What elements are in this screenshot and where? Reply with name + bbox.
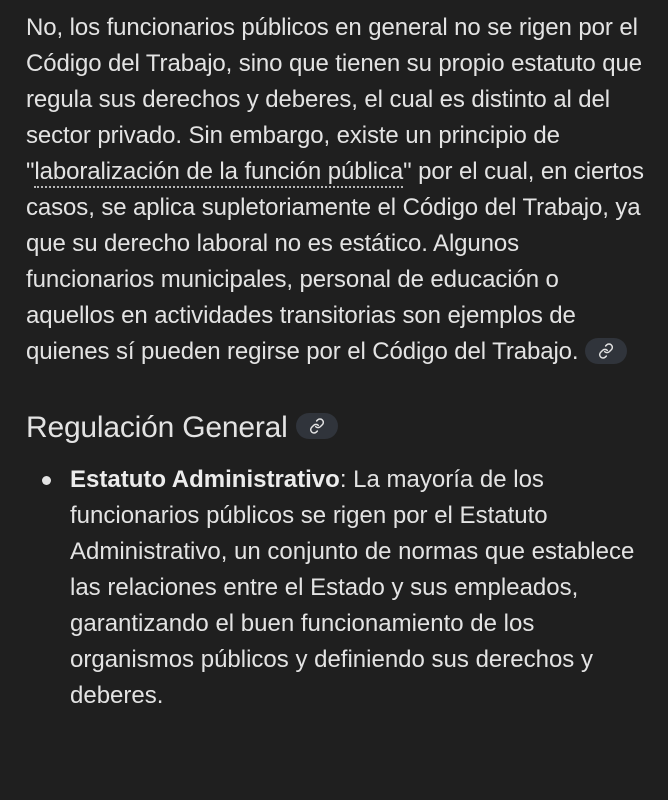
link-icon xyxy=(309,418,325,434)
paragraph-text-before: No, los funcionarios públicos en general no se rigen por el Código del Trabajo, sino que tienen su propio estatuto que regula sus derechos y deberes, el cual es distinto al del sector privado. Sin embargo, existe un principio de " xyxy=(26,14,642,185)
section-heading xyxy=(26,408,652,448)
bullet-list xyxy=(26,462,652,714)
paragraph-text-after: " por el cual, en ciertos casos, se aplica supletoriamente el Código del Trabajo, ya que su derecho laboral no es estático. Algunos funcionarios municipales, personal de educación o aquellos en actividades transitorias son ejemplos de quienes sí pueden regirse por el Código del Trabajo. xyxy=(26,158,644,365)
heading-source-link-button[interactable] xyxy=(296,413,338,439)
list-item xyxy=(26,462,652,714)
response-content xyxy=(26,10,652,714)
bullet-text: La mayoría de los funcionarios públicos se rigen por el Estatuto Administrativo, un conjunto de normas que establece las relaciones entre el Estado y sus empleados, garantizando el buen funcionamiento de los organismos públicos y definiendo sus derechos y deberes. xyxy=(70,466,635,709)
bullet-term: Estatuto Administrativo xyxy=(70,466,340,493)
intro-paragraph xyxy=(26,10,652,370)
highlighted-term[interactable]: laboralización de la función pública xyxy=(34,158,403,188)
bullet-dot-icon xyxy=(42,476,51,485)
link-icon xyxy=(598,343,614,359)
section-heading-text: Regulación General xyxy=(26,411,288,444)
source-link-button[interactable] xyxy=(585,338,627,364)
bullet-separator: : xyxy=(339,466,347,493)
